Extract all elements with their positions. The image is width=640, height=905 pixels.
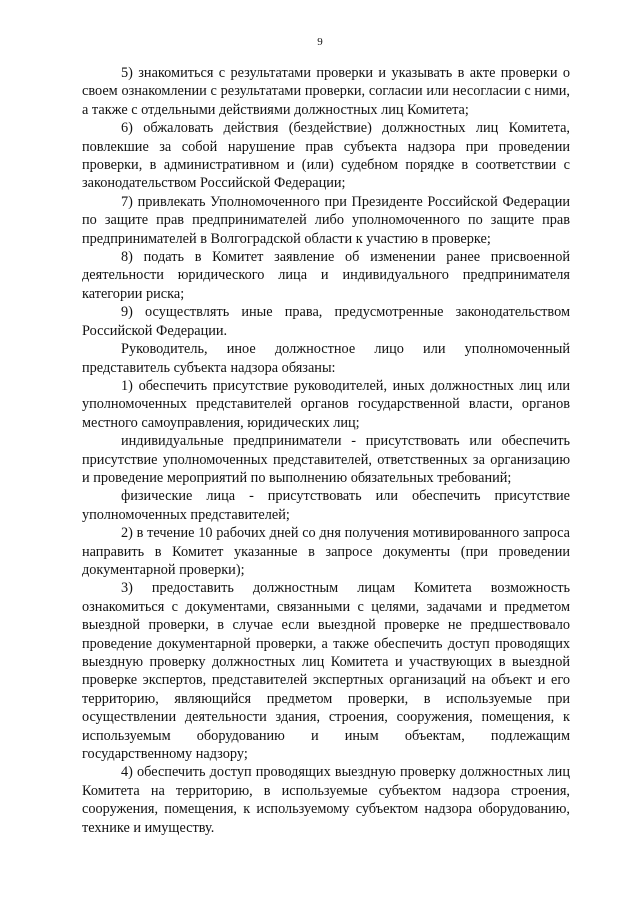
paragraph: 4) обеспечить доступ проводящих выездную проверку должностных лиц Комитета на территорию, в используемые субъектом надзора строения, сооружения, помещения, к используемому субъектом надзора оборудованию, технике и имуществу. xyxy=(82,764,570,836)
paragraph: 5) знакомиться с результатами проверки и указывать в акте проверки о своем ознакомлении с результатами проверки, согласии или несогласии с ними, а также с отдельными действиями должностных лиц Комитета; xyxy=(82,65,570,118)
paragraph: 6) обжаловать действия (бездействие) должностных лиц Комитета, повлекшие за собой нарушение прав субъекта надзора при проведении проверки, в административном и (или) судебном порядке в соответствии с законодательством Российской Федерации; xyxy=(82,120,570,192)
paragraph: индивидуальные предприниматели - присутствовать или обеспечить присутствие уполномоченных представителей, ответственных за организацию и проведение мероприятий по выполнению обязательных требований; xyxy=(82,433,570,486)
document-body xyxy=(82,64,570,837)
paragraph: 9) осуществлять иные права, предусмотренные законодательством Российской Федерации. xyxy=(82,304,570,339)
paragraph: физические лица - присутствовать или обеспечить присутствие уполномоченных представителей; xyxy=(82,488,570,523)
paragraph: Руководитель, иное должностное лицо или уполномоченный представитель субъекта надзора обязаны: xyxy=(82,341,570,376)
paragraph: 3) предоставить должностным лицам Комитета возможность ознакомиться с документами, связанными с целями, задачами и предметом выездной проверки, в случае если выездной проверке не предшествовало проведение документарной проверки, а также обеспечить доступ проводящих выездную проверку должностных лиц Комитета и участвующих в выездной проверке экспертов, представителей экспертных организаций на объект и его территорию, являющийся предметом проверки, в используемые при осуществлении деятельности здания, строения, сооружения, помещения, к используемым оборудованию и иным объектам, подлежащим государственному надзору; xyxy=(82,580,570,763)
paragraph: 2) в течение 10 рабочих дней со дня получения мотивированного запроса направить в Комитет указанные в запросе документы (при проведении документарной проверки); xyxy=(82,525,570,578)
paragraph: 7) привлекать Уполномоченного при Президенте Российской Федерации по защите прав предпринимателей либо уполномоченного по защите прав предпринимателей в Волгоградской области к участию в проверке; xyxy=(82,193,570,247)
page-number: 9 xyxy=(317,36,323,48)
paragraph: 8) подать в Комитет заявление об изменении ранее присвоенной деятельности юридического лица и индивидуального предпринимателя категории риска; xyxy=(82,249,570,302)
paragraph: 1) обеспечить присутствие руководителей, иных должностных лиц или уполномоченных представителей органов государственной власти, органов местного самоуправления, юридических лиц; xyxy=(82,377,570,431)
